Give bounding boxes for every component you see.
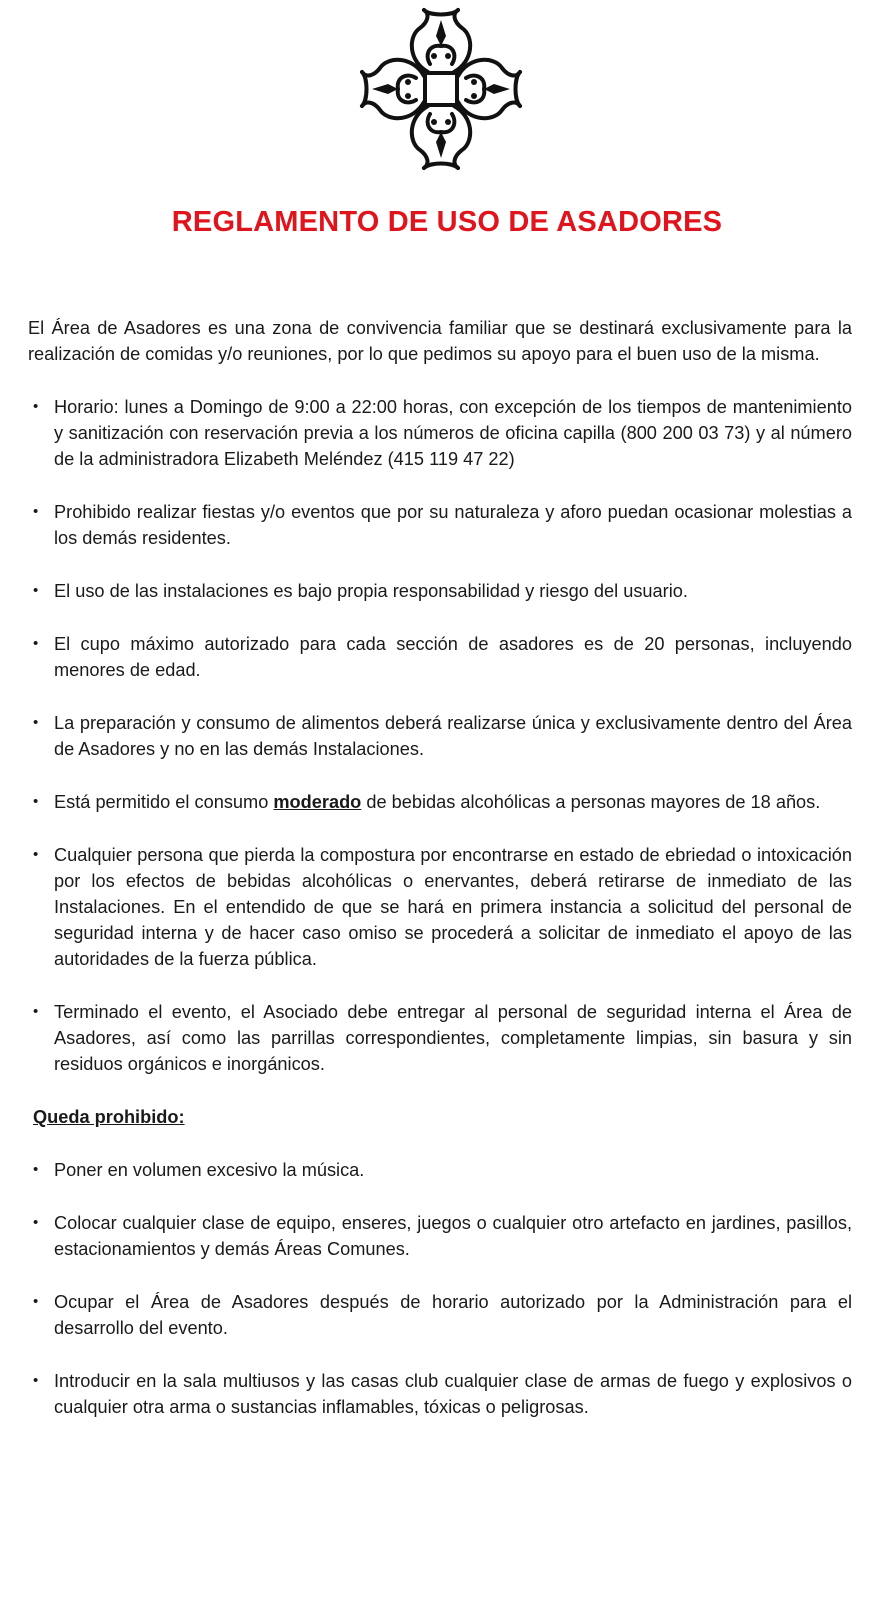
rule-text: Cualquier persona que pierda la compostura por encontrarse en estado de ebriedad o intoxicación por los efectos de bebidas alcohólicas o enervantes, deberá retirarse de inmediato de las Instalaciones. En el entendido de que se hará en primera instancia a solicitud del personal de seguridad interna y de hacer caso omiso se procederá a solicitar de inmediato el apoyo de las autoridades de la fuerza pública. [54,845,852,969]
document-body [28,315,852,1447]
rule-item [28,710,852,762]
rule-text: La preparación y consumo de alimentos deberá realizarse única y exclusivamente dentro del Área de Asadores y no en las demás Instalaciones. [54,713,852,759]
bullet-icon: • [33,1214,39,1231]
rule-text: Terminado el evento, el Asociado debe entregar al personal de seguridad interna el Área de Asadores, así como las parrillas correspondientes, completamente limpias, sin basura y sin residuos orgánicos e inorgánicos. [54,1002,852,1074]
rule-item [28,578,852,604]
bullet-icon: • [33,1003,39,1020]
rules-list [28,394,852,1077]
bullet-icon: • [33,1161,39,1178]
prohibited-text: Introducir en la sala multiusos y las casas club cualquier clase de armas de fuego y explosivos o cualquier otra arma o sustancias inflamables, tóxicas o peligrosas. [54,1371,852,1417]
rule-text: El uso de las instalaciones es bajo propia responsabilidad y riesgo del usuario. [54,581,688,601]
ornamental-cross-logo-icon [358,6,524,172]
rule-text-start: Está permitido el consumo [54,792,274,812]
prohibited-text: Poner en volumen excesivo la música. [54,1160,365,1180]
rule-text-end: de bebidas alcohólicas a personas mayores de 18 años. [361,792,821,812]
rule-emphasis: moderado [273,792,362,812]
rule-item [28,999,852,1077]
rule-item-alcohol [28,789,852,815]
rule-item [28,499,852,551]
prohibited-text: Ocupar el Área de Asadores después de horario autorizado por la Administración para el desarrollo del evento. [54,1292,852,1338]
bullet-icon: • [33,398,39,415]
bullet-icon: • [33,503,39,520]
bullet-icon: • [33,846,39,863]
rule-item [28,842,852,972]
prohibited-item [28,1210,852,1262]
bullet-icon: • [33,1293,39,1310]
prohibited-list [28,1157,852,1420]
bullet-icon: • [33,582,39,599]
prohibited-item [28,1368,852,1420]
document-title: REGLAMENTO DE USO DE ASADORES [171,206,723,238]
rule-item [28,394,852,472]
rule-item [28,631,852,683]
prohibited-item [28,1157,852,1183]
rule-text: Horario: lunes a Domingo de 9:00 a 22:00 horas, con excepción de los tiempos de mantenimiento y sanitización con reservación previa a los números de oficina capilla (800 200 03 73) y al número de la administradora Elizabeth Meléndez (415 119 47 22) [54,397,852,469]
bullet-icon: • [33,793,39,810]
prohibited-text: Colocar cualquier clase de equipo, enseres, juegos o cualquier otro artefacto en jardines, pasillos, estacionamientos y demás Áreas Comunes. [54,1213,852,1259]
bullet-icon: • [33,714,39,731]
prohibited-heading: Queda prohibido: [33,1107,185,1127]
prohibited-item [28,1289,852,1341]
bullet-icon: • [33,1372,39,1389]
intro-paragraph: El Área de Asadores es una zona de convivencia familiar que se destinará exclusivamente para la realización de comidas y/o reuniones, por lo que pedimos su apoyo para el buen uso de la misma. [28,318,852,364]
rule-text: Prohibido realizar fiestas y/o eventos que por su naturaleza y aforo puedan ocasionar molestias a los demás residentes. [54,502,852,548]
bullet-icon: • [33,635,39,652]
rule-text: El cupo máximo autorizado para cada sección de asadores es de 20 personas, incluyendo menores de edad. [54,634,852,680]
